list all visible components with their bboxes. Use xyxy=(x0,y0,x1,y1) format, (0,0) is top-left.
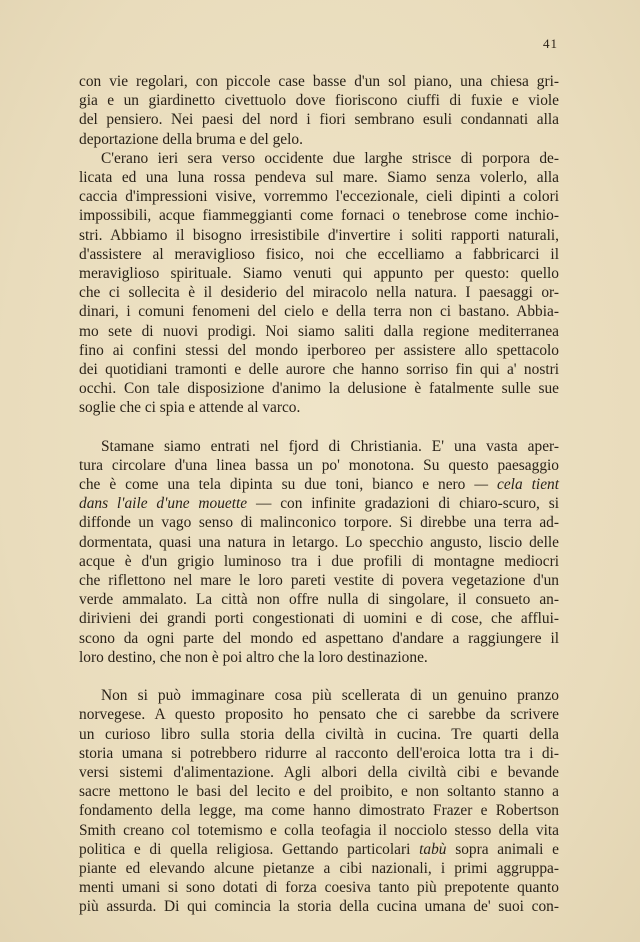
paragraph-gap xyxy=(79,418,559,437)
text-line-mixed xyxy=(79,494,559,513)
text-line: caccia d'impressioni visive, vorremmo l'eccezionale, cieli dipinti a colori xyxy=(79,188,559,206)
text-line: dei quotidiani tramonti e delle aurore che hanno sorriso fin qui a' nostri xyxy=(79,361,559,379)
text-line: verde ammalato. La città non offre nulla di singolare, il consueto an- xyxy=(79,591,559,609)
page-number: 41 xyxy=(543,36,558,51)
text-line: occhi. Con tale disposizione d'animo la delusione è fatalmente sulle sue xyxy=(79,380,559,398)
text-line: diffonde un vago senso di malinconico torpore. Si direbbe una terra ad- xyxy=(79,514,559,532)
text-line: tura circolare d'una linea bassa un po' monotona. Su questo paesaggio xyxy=(79,456,559,474)
text-line: che ci sollecita è il desiderio del miracolo nella natura. I paesaggi or- xyxy=(79,284,559,302)
text-line: Stamane siamo entrati nel fjord di Christiania. E' una vasta aper- xyxy=(101,437,559,455)
text-line: più assurda. Di qui comincia la storia della cucina umana de' suoi con- xyxy=(79,898,559,916)
text-line: soglie che ci spia e attende al varco. xyxy=(79,399,301,417)
text-line: Smith creano col totemismo e colla teofagia il nocciolo stesso della vita xyxy=(79,821,559,839)
text-line: Non si può immaginare cosa più scellerata di un genuino pranzo xyxy=(101,687,559,705)
paragraph-2 xyxy=(79,149,559,418)
text-line: sacre mettono le basi del lecito e del proibito, e non soltanto stanno a xyxy=(79,783,559,801)
text-line: deportazione della bruma e del gelo. xyxy=(79,130,303,148)
text-line-mixed xyxy=(79,475,559,494)
text-line: versi sistemi d'alimentazione. Agli albori della civiltà cibi e bevande xyxy=(79,763,559,781)
text-segment: sopra animali e xyxy=(455,840,559,858)
text-line: acque è d'un grigio luminoso tra i due profili di montagne mediocri xyxy=(79,552,559,570)
text-segment: che è come una tela dipinta su due toni, bianco e nero xyxy=(79,476,466,494)
italic-phrase: — cela tient xyxy=(474,476,559,494)
text-segment: politica e di quella religiosa. Gettando particolari xyxy=(79,840,411,858)
text-line: stri. Abbiamo il bisogno irresistibile d'invertire i soliti rapporti naturali, xyxy=(79,226,559,244)
text-line: piante ed elevando alcune pietanze a cibi nazionali, i primi aggruppa- xyxy=(79,859,559,877)
text-segment: — con infinite gradazioni di chiaro-scuro, si xyxy=(256,495,559,513)
text-line: dirivieni dei grandi porti congestionati di uomini e di cose, che afflui- xyxy=(79,610,559,628)
text-line: loro destino, che non è poi altro che la loro destinazione. xyxy=(79,648,428,666)
text-line: con vie regolari, con piccole case basse d'un sol piano, una chiesa gri- xyxy=(79,73,559,90)
text-line: impossibili, acque fiammeggianti come fornaci o tenebrose come inchio- xyxy=(79,207,559,225)
text-line: dinari, i comuni fenomeni del cielo e della terra non ci bastano. Abbia- xyxy=(79,303,559,321)
text-line: d'assistere al meraviglioso fisico, noi che eccelliamo a fabbricarci il xyxy=(79,245,559,263)
text-line: meraviglioso spirituale. Siamo venuti qui appunto per questo: quello xyxy=(79,265,559,283)
italic-word: tabù xyxy=(419,840,447,858)
text-line: mo sete di nuovi prodigi. Noi siamo saliti dalla regione mediterranea xyxy=(79,322,559,340)
italic-phrase: dans l'aile d'une mouette xyxy=(79,495,248,513)
text-line: scono da ogni parte del mondo ed aspettano d'andare a raggiungere il xyxy=(79,629,559,647)
body-text xyxy=(79,72,559,917)
text-line-mixed xyxy=(79,840,559,859)
text-line: un curioso libro sulla storia della civiltà in cucina. Tre quarti della xyxy=(79,725,559,743)
paragraph-3 xyxy=(79,437,559,667)
text-line: licata ed una luna rossa pendeva sul mare. Siamo senza volerlo, alla xyxy=(79,169,559,187)
text-line: che riflettono nel mare le loro pareti vestite di povera vegetazione d'un xyxy=(79,572,559,590)
text-line: fondamento della legge, ma come hanno dimostrato Frazer e Robertson xyxy=(79,802,559,820)
text-line: C'erano ieri sera verso occidente due larghe strisce di porpora de- xyxy=(101,149,559,167)
text-line: dormentata, quasi una natura in letargo. Lo specchio angusto, liscio delle xyxy=(79,533,559,551)
text-line: storia umana si potrebbero ridurre al racconto dell'eroica lotta tra i di- xyxy=(79,744,559,762)
paragraph-4 xyxy=(79,686,559,916)
text-line: gia e un giardinetto civettuolo dove fioriscono ciuffi di fuxie e viole xyxy=(79,92,559,110)
text-line: menti umani si sono dotati di forza coesiva tanto più prepotente quanto xyxy=(79,879,559,897)
text-line: fino ai confini stessi del mondo iperboreo per assistere allo spettacolo xyxy=(79,341,559,359)
text-line: norvegese. A questo proposito ho pensato che ci sarebbe da scrivere xyxy=(79,706,559,724)
paragraph-1 xyxy=(79,72,559,149)
paragraph-gap xyxy=(79,667,559,686)
text-line: del pensiero. Nei paesi del nord i fiori sembrano esuli condannati alla xyxy=(79,111,559,129)
